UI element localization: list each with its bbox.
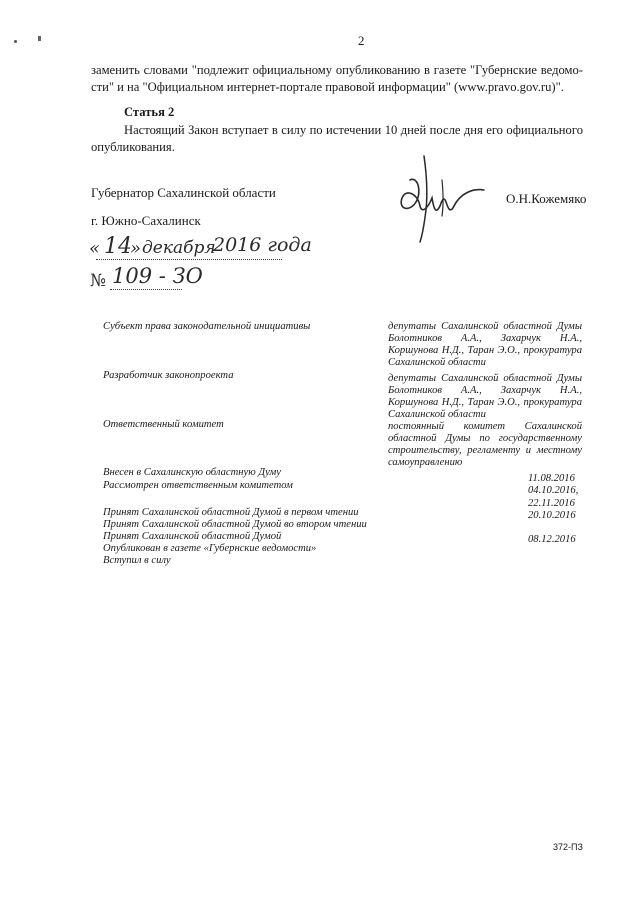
number-underline xyxy=(110,289,182,290)
passport-value: Сахалинской области xyxy=(388,409,486,420)
event-date: 08.12.2016 xyxy=(528,534,576,545)
scan-mark xyxy=(38,36,41,41)
date-close-quote: » xyxy=(130,238,142,259)
law-number: 109 - ЗО xyxy=(112,264,203,288)
date-day: 14 xyxy=(104,234,132,259)
passport-value: Коршунова Н.Д., Таран Э.О., прокуратура xyxy=(388,397,582,408)
body-line: Настоящий Закон вступает в силу по истечении 10 дней после дня его официального xyxy=(124,123,583,137)
city: г. Южно-Сахалинск xyxy=(91,213,201,228)
handwritten-signature xyxy=(388,150,498,246)
event-date: 20.10.2016 xyxy=(528,510,576,521)
page-number: 2 xyxy=(358,33,365,48)
passport-value: Сахалинской области xyxy=(388,357,486,368)
event-label: Вступил в силу xyxy=(103,555,171,566)
passport-value: Болотников А.А., Захарчук Н.А., xyxy=(388,333,582,344)
signatory-name: О.Н.Кожемяко xyxy=(506,191,587,206)
passport-value: Коршунова Н.Д., Таран Э.О., прокуратура xyxy=(388,345,582,356)
passport-value: депутаты Сахалинской областной Думы xyxy=(388,373,582,384)
date-underline xyxy=(96,259,282,260)
date-month: декабря xyxy=(142,238,216,258)
footer-code: 372-ПЗ xyxy=(553,842,583,852)
date-year: 2016 года xyxy=(213,234,312,256)
passport-value: депутаты Сахалинской областной Думы xyxy=(388,321,582,332)
passport-label: Ответственный комитет xyxy=(103,419,224,430)
event-date: 11.08.2016 xyxy=(528,473,575,484)
signatory-position: Губернатор Сахалинской области xyxy=(91,185,276,200)
event-label: Принят Сахалинской областной Думой во втором чтении xyxy=(103,519,367,530)
passport-value: постоянный комитет Сахалинской xyxy=(388,421,582,432)
date-open-quote: « xyxy=(89,238,101,259)
passport-value: самоуправлению xyxy=(388,457,463,468)
event-label: Рассмотрен ответственным комитетом xyxy=(103,480,293,491)
passport-value: строительству, регламенту и местному xyxy=(388,445,582,456)
event-date: 04.10.2016, xyxy=(528,485,579,496)
passport-label: Разработчик законопроекта xyxy=(103,370,234,381)
body-line: сти" и на "Официальном интернет-портале правовой информации" (www.pravo.gov.ru)". xyxy=(91,80,564,94)
passport-label: Субъект права законодательной инициативы xyxy=(103,321,311,332)
event-label: Внесен в Сахалинскую областную Думу xyxy=(103,467,281,478)
event-label: Принят Сахалинской областной Думой xyxy=(103,531,282,542)
event-label: Опубликован в газете «Губернские ведомости» xyxy=(103,543,317,554)
body-line: заменить словами "подлежит официальному опубликованию в газете "Губернские ведомо- xyxy=(91,63,583,77)
scan-mark xyxy=(14,40,17,43)
article-heading: Статья 2 xyxy=(124,105,175,119)
event-date: 22.11.2016 xyxy=(528,498,575,509)
body-line: опубликования. xyxy=(91,140,175,154)
passport-value: Болотников А.А., Захарчук Н.А., xyxy=(388,385,582,396)
number-sign: № xyxy=(90,271,107,291)
event-label: Принят Сахалинской областной Думой в первом чтении xyxy=(103,507,359,518)
passport-value: областной Думы по государственному xyxy=(388,433,582,444)
